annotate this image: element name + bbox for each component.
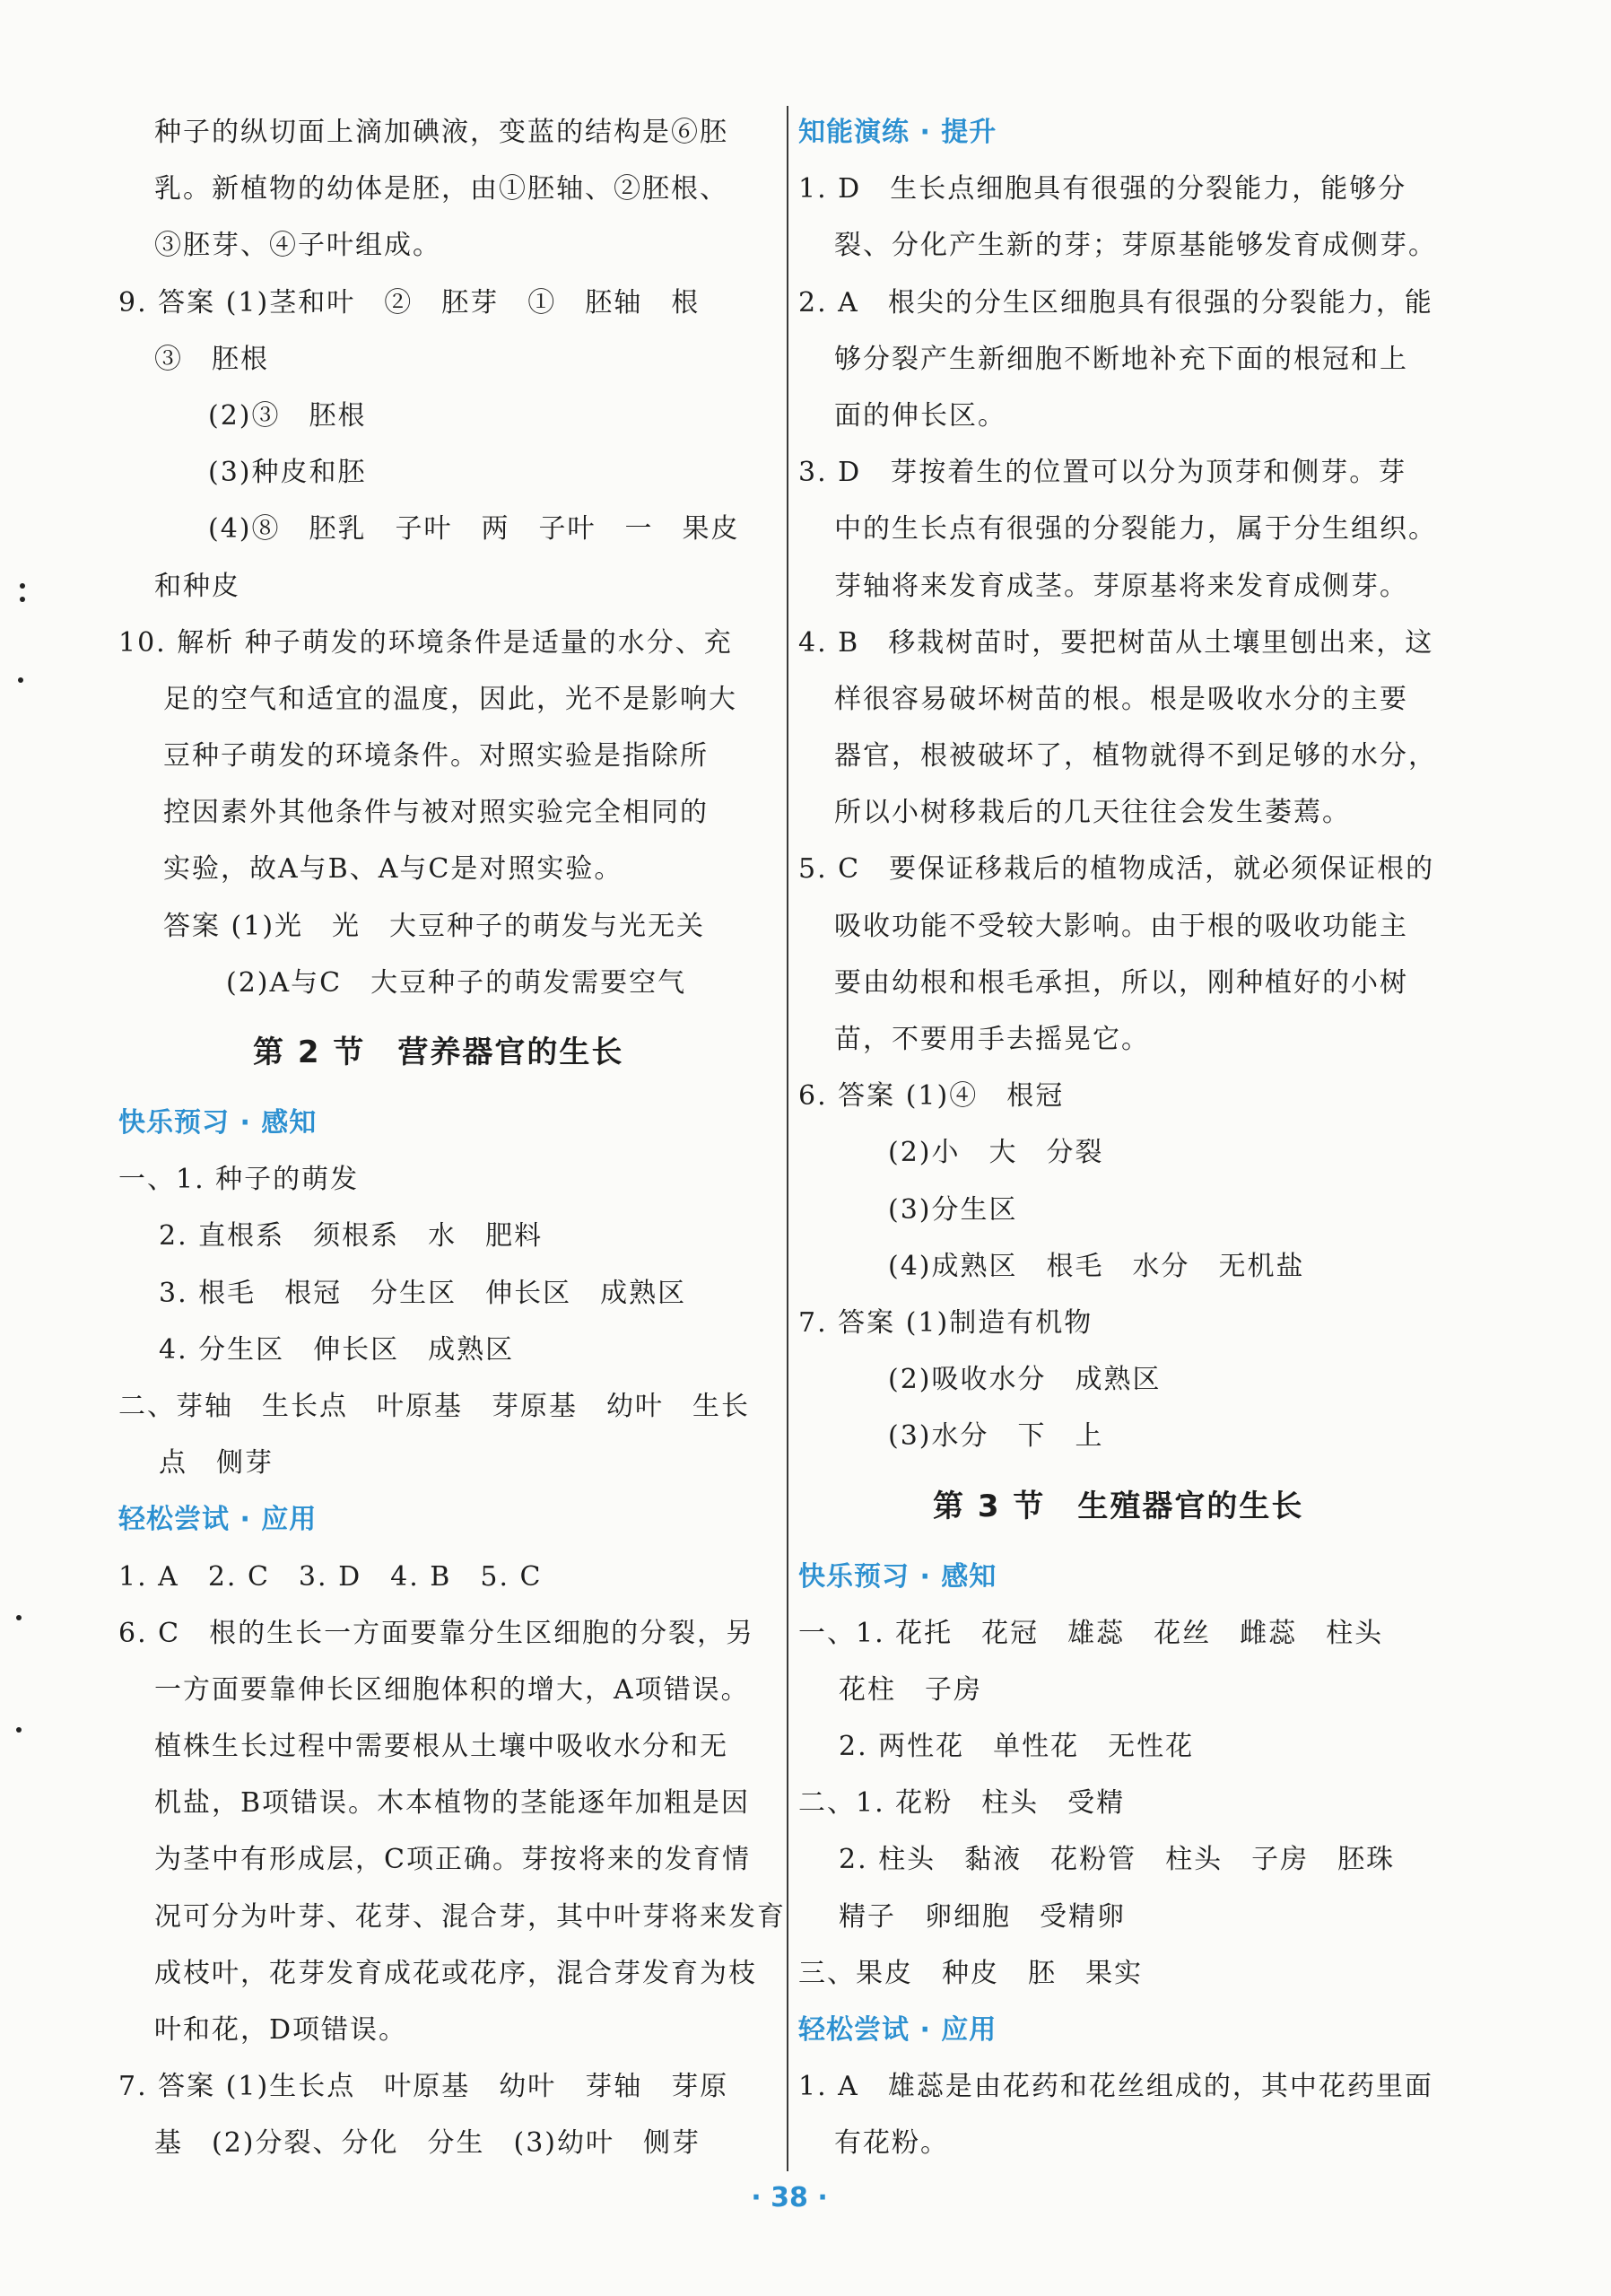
subsection-label: 知能演练 · 提升 (798, 117, 997, 148)
margin-dot (18, 677, 23, 683)
text-line: 一、1. 花托 花冠 雄蕊 花丝 雌蕊 柱头 (798, 1617, 1384, 1649)
subsection-label: 快乐预习 · 感知 (118, 1107, 318, 1139)
text-line: 况可分为叶芽、花芽、混合芽，其中叶芽将来发育 (154, 1900, 786, 1933)
margin-dot (20, 597, 25, 602)
text-line: ③ 胚根 (154, 343, 269, 375)
text-line: 10. 解析 种子萌发的环境条件是适量的水分、充 (118, 626, 733, 659)
text-line: 点 侧芽 (159, 1447, 274, 1480)
text-line: 芽轴将来发育成茎。芽原基将来发育成侧芽。 (834, 570, 1408, 602)
text-line: 豆种子萌发的环境条件。对照实验是指除所 (163, 740, 709, 773)
text-line: 和种皮 (154, 570, 240, 602)
text-line: 中的生长点有很强的分裂能力，属于分生组织。 (834, 513, 1437, 546)
text-line: 有花粉。 (834, 2127, 949, 2160)
text-line: 4. 分生区 伸长区 成熟区 (159, 1333, 515, 1366)
text-line: (2)A与C 大豆种子的萌发需要空气 (226, 966, 687, 999)
text-line: 花柱 子房 (839, 1673, 982, 1706)
text-line: 2. 两性花 单性花 无性花 (839, 1731, 1195, 1763)
text-line: 7. 答案 (1)制造有机物 (798, 1306, 1093, 1339)
text-line: ③胚芽、④子叶组成。 (154, 230, 441, 262)
text-line: 2. A 根尖的分生区细胞具有很强的分裂能力，能 (798, 286, 1433, 319)
text-line: 足的空气和适宜的温度，因此，光不是影响大 (163, 683, 737, 715)
text-line: 乳。新植物的幼体是胚，由①胚轴、②胚根、 (154, 173, 728, 205)
text-line: (3)水分 下 上 (888, 1420, 1104, 1453)
text-line: (3)种皮和胚 (208, 457, 367, 489)
text-line: 5. C 要保证移栽后的植物成活，就必须保证根的 (798, 853, 1435, 886)
text-line: 6. 答案 (1)④ 根冠 (798, 1080, 1065, 1113)
text-line: 器官，根被破坏了，植物就得不到足够的水分， (834, 740, 1437, 773)
text-line: 面的伸长区。 (834, 399, 1006, 432)
margin-dot (16, 1615, 22, 1620)
text-line: 3. D 芽按着生的位置可以分为顶芽和侧芽。芽 (798, 457, 1407, 489)
text-line: 1. A 雄蕊是由花药和花丝组成的，其中花药里面 (798, 2071, 1433, 2103)
text-line: 为茎中有形成层，C项正确。芽按将来的发育情 (154, 1844, 751, 1876)
text-line: 叶和花，D项错误。 (154, 2014, 408, 2046)
text-line: (4)⑧ 胚乳 子叶 两 子叶 一 果皮 (208, 513, 740, 546)
text-line: 所以小树移栽后的几天往往会发生萎蔫。 (834, 797, 1351, 829)
column-divider (787, 106, 788, 2171)
text-line: 一方面要靠伸长区细胞体积的增大，A项错误。 (154, 1673, 750, 1706)
text-line: 吸收功能不受较大影响。由于根的吸收功能主 (834, 910, 1408, 942)
text-line: 二、1. 花粉 柱头 受精 (798, 1787, 1126, 1820)
text-line: 9. 答案 (1)茎和叶 ② 胚芽 ① 胚轴 根 (118, 286, 701, 319)
text-line: 7. 答案 (1)生长点 叶原基 幼叶 芽轴 芽原 (118, 2071, 729, 2103)
page-number: · 38 · (751, 2182, 828, 2213)
text-line: 裂、分化产生新的芽；芽原基能够发育成侧芽。 (834, 230, 1437, 262)
text-line: 植株生长过程中需要根从土壤中吸收水分和无 (154, 1731, 728, 1763)
text-line: 2. 直根系 须根系 水 肥料 (159, 1220, 544, 1253)
text-line: 1. D 生长点细胞具有很强的分裂能力，能够分 (798, 173, 1407, 205)
text-line: 精子 卵细胞 受精卵 (839, 1900, 1126, 1933)
text-line: 二、芽轴 生长点 叶原基 芽原基 幼叶 生长 (118, 1390, 750, 1422)
margin-dot (16, 1727, 22, 1733)
text-line: 控因素外其他条件与被对照实验完全相同的 (163, 797, 709, 829)
subsection-label: 快乐预习 · 感知 (798, 1560, 997, 1593)
margin-dot (20, 583, 25, 589)
text-line: 6. C 根的生长一方面要靠分生区细胞的分裂，另 (118, 1617, 755, 1649)
left-column (118, 104, 786, 2172)
text-line: 要由幼根和根毛承担，所以，刚种植好的小树 (834, 966, 1408, 999)
text-line: (2)小 大 分裂 (888, 1137, 1104, 1169)
text-line: 答案 (1)光 光 大豆种子的萌发与光无关 (163, 910, 706, 942)
text-line: 够分裂产生新细胞不断地补充下面的根冠和上 (834, 343, 1408, 375)
right-column (798, 104, 1444, 2172)
text-line: 样很容易破坏树苗的根。根是吸收水分的主要 (834, 683, 1408, 715)
text-line: 4. B 移栽树苗时，要把树苗从土壤里刨出来，这 (798, 626, 1434, 659)
section-heading: 第 3 节 生殖器官的生长 (933, 1488, 1304, 1524)
text-line: 1. A 2. C 3. D 4. B 5. C (118, 1560, 543, 1593)
text-line: 机盐，B项错误。木本植物的茎能逐年加粗是因 (154, 1787, 751, 1820)
text-line: 苗，不要用手去摇晃它。 (834, 1024, 1150, 1055)
text-line: 一、1. 种子的萌发 (118, 1164, 360, 1196)
text-line: 2. 柱头 黏液 花粉管 柱头 子房 胚珠 (839, 1844, 1396, 1876)
subsection-label: 轻松尝试 · 应用 (118, 1504, 318, 1536)
text-line: (3)分生区 (888, 1193, 1018, 1226)
text-line: 种子的纵切面上滴加碘液，变蓝的结构是⑥胚 (154, 117, 728, 148)
text-line: 3. 根毛 根冠 分生区 伸长区 成熟区 (159, 1277, 687, 1309)
text-line: (2)③ 胚根 (208, 399, 367, 432)
text-line: 实验，故A与B、A与C是对照实验。 (163, 853, 623, 886)
section-heading: 第 2 节 营养器官的生长 (253, 1035, 624, 1070)
text-line: (2)吸收水分 成熟区 (888, 1364, 1162, 1396)
subsection-label: 轻松尝试 · 应用 (798, 2014, 997, 2046)
text-line: 成枝叶，花芽发育成花或花序，混合芽发育为枝 (154, 1957, 757, 1989)
text-line: 三、果皮 种皮 胚 果实 (798, 1957, 1143, 1989)
text-line: (4)成熟区 根毛 水分 无机盐 (888, 1250, 1305, 1282)
text-line: 基 (2)分裂、分化 分生 (3)幼叶 侧芽 (154, 2127, 701, 2160)
